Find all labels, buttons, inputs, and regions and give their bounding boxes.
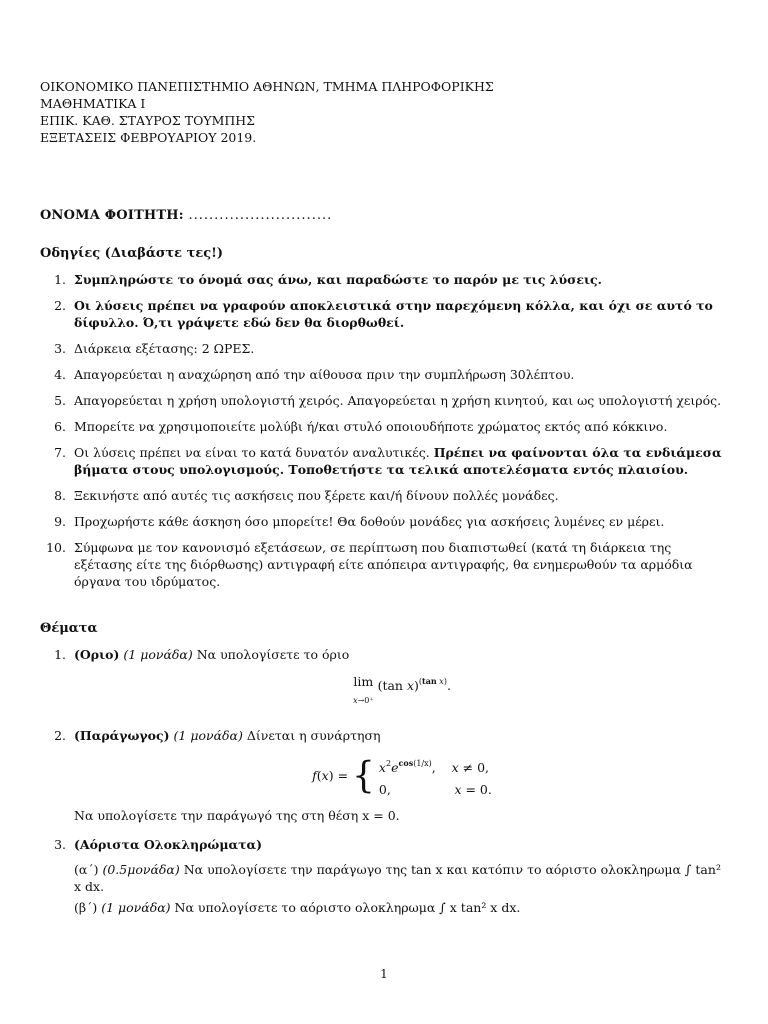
derivative-question: Να υπολογίσετε την παράγωγό της στη θέση x = 0.: [74, 808, 400, 823]
exam-date-line: ΕΞΕΤΑΣΕΙΣ ΦΕΒΡΟΥΑΡΙΟΥ 2019.: [40, 130, 257, 145]
subquestion-b: (β΄) (1 μονάδα) Να υπολογίσετε το αόριστο ολοκληρωμα ∫ x tan² x dx.: [74, 900, 521, 915]
instruction-item: 2. Οι λύσεις πρέπει να γραφούν αποκλειστικά στην παρεχόμενη κόλλα, και όχι σε αυτό το δίφυλλο. Ό,τι γράψετε εδώ δεν θα διορθωθεί.: [54, 298, 713, 330]
instruction-item: 8. Ξεκινήστε από αυτές τις ασκήσεις που ξέρετε και/ή δίνουν πολλές μονάδες.: [54, 488, 559, 503]
instruction-item: 9. Προχωρήστε κάθε άσκηση όσο μπορείτε! Θα δοθούν μονάδες για ασκήσεις λυμένες εν μέρει.: [54, 514, 665, 529]
exam-header: [40, 78, 494, 146]
topic-item: 3. (Αόριστα Ολοκληρώματα) (α΄) (0.5μονάδα) Να υπολογίσετε την παράγωγο της tan x και κατόπιν το αόριστο ολοκληρωμα ∫ tan² x dx. (β΄) (1 μονάδα) Να υπολογίσετε το αόριστο ολοκληρωμα ∫ x tan² x dx.: [40, 836, 730, 916]
instruction-item: 4. Απαγορεύεται η αναχώρηση από την αίθουσα πριν την συμπλήρωση 30λέπτου.: [54, 367, 575, 382]
instructions-title: Οδηγίες (Διαβάστε τες!): [40, 246, 224, 261]
instructions-list: [40, 271, 730, 599]
topics-title: Θέματα: [40, 621, 98, 636]
instruction-item: 7. Οι λύσεις πρέπει να είναι το κατά δυνατόν αναλυτικές. Πρέπει να φαίνονται όλα τα ενδιάμεσα βήματα στους υπολογισμούς. Τοποθετήστε τα τελικά αποτελέσματα εντός πλαισίου.: [54, 445, 722, 477]
student-name-dots: ............................: [188, 208, 333, 223]
page-number: 1: [380, 967, 388, 981]
topic-item: 1. (Οριο) (1 μονάδα) Να υπολογίσετε το όριο lim x→0⁺ (tan x)$^{(tan x)}$.: [40, 646, 730, 709]
topics-list: [40, 646, 730, 916]
student-name-label: ΟΝΟΜΑ ΦΟΙΤΗΤΗ:: [40, 208, 184, 223]
university-line: ΟΙΚΟΝΟΜΙΚΟ ΠΑΝΕΠΙΣΤΗΜΙΟ ΑΘΗΝΩΝ, ΤΜΗΜΑ ΠΛΗΡΟΦΟΡΙΚΗΣ: [40, 79, 494, 94]
student-name-field[interactable]: [40, 208, 332, 223]
instruction-item: 3. Διάρκεια εξέτασης: 2 ΩΡΕΣ.: [54, 341, 255, 356]
instruction-item: 6. Μπορείτε να χρησιμοποιείτε μολύβι ή/και στυλό οποιουδήποτε χρώματος εκτός από κόκκινο.: [54, 419, 668, 434]
topic-item: 2. (Παράγωγος) (1 μονάδα) Δίνεται η συνάρτηση f(x) = { $x^2e^{cos(1/x)}$, x ≠ 0, 0, x = 0. Να υπολογίσετε την παράγωγό της στη θέση x = 0.: [40, 727, 730, 824]
instruction-item: 1. Συμπληρώστε το όνομά σας άνω, και παραδώστε το παρόν με τις λύσεις.: [54, 272, 602, 287]
instructor-line: ΕΠΙΚ. ΚΑΘ. ΣΤΑΥΡΟΣ ΤΟΥΜΠΗΣ: [40, 113, 256, 128]
course-line: ΜΑΘΗΜΑΤΙΚΑ Ι: [40, 96, 146, 111]
instruction-item: 10. Σύμφωνα με τον κανονισμό εξετάσεων, σε περίπτωση που διαπιστωθεί (κατά τη διάρκεια της εξέτασης είτε της διόρθωσης) αντιγραφή είτε απόπειρα αντιγραφής, θα ενημερωθούν τα αρμόδια όργανα του ιδρύματος.: [46, 540, 693, 589]
instruction-item: 5. Απαγορεύεται η χρήση υπολογιστή χειρός. Απαγορεύεται η χρήση κινητού, και ως υπολογιστή χειρός.: [54, 393, 722, 408]
limit-formula: lim x→0⁺ (tan x)$^{(tan x)}$.: [353, 674, 451, 705]
piecewise-formula: f(x) = { $x^2e^{cos(1/x)}$, x ≠ 0, 0, x = 0.: [312, 755, 492, 797]
subquestion-a: (α΄) (0.5μονάδα) Να υπολογίσετε την παράγωγο της tan x και κατόπιν το αόριστο ολοκληρωμα ∫ tan² x dx.: [74, 862, 721, 894]
